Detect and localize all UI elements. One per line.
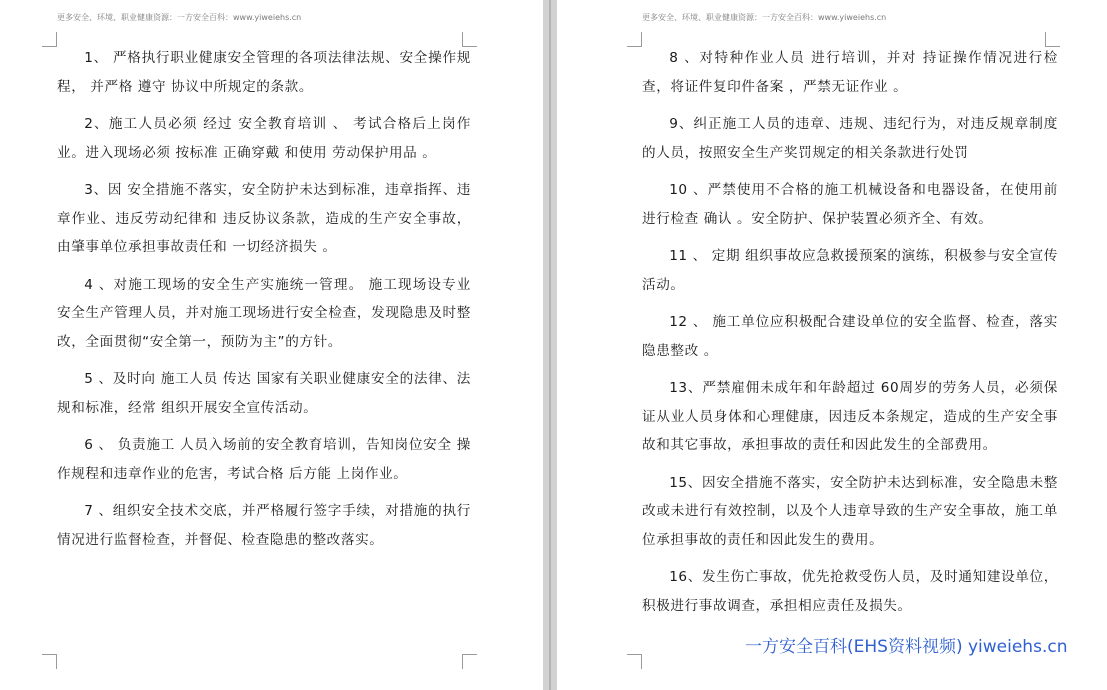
paragraph: 10 、严禁使用不合格的施工机械设备和电器设备，在使用前进行检查 确认 。安全防护、保护装置必须齐全、有效。: [642, 182, 1058, 227]
corner-mark-bottom-left: [42, 654, 57, 669]
corner-mark-bottom-left: [627, 654, 642, 669]
corner-mark-top-left: [627, 32, 642, 47]
page-header: 更多安全、环境、职业健康资源：一方安全百科：www.yiweiehs.cn: [642, 13, 887, 22]
paragraph: 16、发生伤亡事故，优先抢救受伤人员，及时通知建设单位，积极进行事故调查，承担相应责任及损失。: [642, 569, 1058, 614]
page-body: [642, 44, 1058, 629]
paragraph: 5 、及时向 施工人员 传达 国家有关职业健康安全的法律、法规和标准，经常 组织开展安全宣传活动。: [57, 371, 471, 416]
paragraph: 15、因安全措施不落实，安全防护未达到标准，安全隐患未整改或未进行有效控制，以及个人违章导致的生产安全事故，施工单位承担事故的责任和因此发生的费用。: [642, 474, 1058, 548]
corner-mark-bottom-right: [462, 654, 477, 669]
document-page-right: [557, 0, 1107, 690]
page-header: 更多安全、环境、职业健康资源：一方安全百科：www.yiweiehs.cn: [57, 13, 302, 22]
page-divider: [549, 0, 551, 690]
paragraph: 8 、对特种作业人员 进行培训，并对 持证操作情况进行检查，将证件复印件备案 ，严禁无证作业 。: [642, 50, 1058, 95]
paragraph: 4 、对施工现场的安全生产实施统一管理。 施工现场设专业安全生产管理人员，并对施工现场进行安全检查，发现隐患及时整改，全面贯彻“安全第一，预防为主”的方针。: [57, 276, 471, 350]
page-body: [57, 44, 471, 563]
paragraph: 11 、 定期 组织事故应急救援预案的演练，积极参与安全宣传活动。: [642, 248, 1058, 293]
paragraph: 9、纠正施工人员的违章、违规、违纪行为，对违反规章制度的人员，按照安全生产奖罚规定的相关条款进行处罚: [642, 116, 1058, 161]
paragraph: 1、 严格执行职业健康安全管理的各项法律法规、安全操作规程， 并严格 遵守 协议中所规定的条款。: [57, 50, 471, 95]
paragraph: 12 、 施工单位应积极配合建设单位的安全监督、检查，落实隐患整改 。: [642, 314, 1058, 359]
corner-mark-top-left: [42, 32, 57, 47]
paragraph: 7 、组织安全技术交底，并严格履行签字手续，对措施的执行情况进行监督检查，并督促、检查隐患的整改落实。: [57, 503, 471, 548]
paragraph: 2、施工人员必须 经过 安全教育培训 、 考试合格后上岗作业。进入现场必须 按标准 正确穿戴 和使用 劳动保护用品 。: [57, 116, 471, 161]
paragraph: 3、因 安全措施不落实，安全防护未达到标准，违章指挥、违章作业、违反劳动纪律和 违反协议条款，造成的生产安全事故，由肇事单位承担事故责任和 一切经济损失 。: [57, 182, 471, 255]
document-page-left: [0, 0, 543, 690]
paragraph: 13、严禁雇佣未成年和年龄超过 60周岁的劳务人员，必须保证从业人员身体和心理健康，因违反本条规定，造成的生产安全事故和其它事故，承担事故的责任和因此发生的全部费用。: [642, 380, 1058, 453]
paragraph: 6 、 负责施工 人员入场前的安全教育培训，告知岗位安全 操作规程和违章作业的危害，考试合格 后方能 上岗作业。: [57, 437, 471, 482]
site-watermark: 一方安全百科(EHS资料视频) yiweiehs.cn: [745, 637, 1068, 657]
